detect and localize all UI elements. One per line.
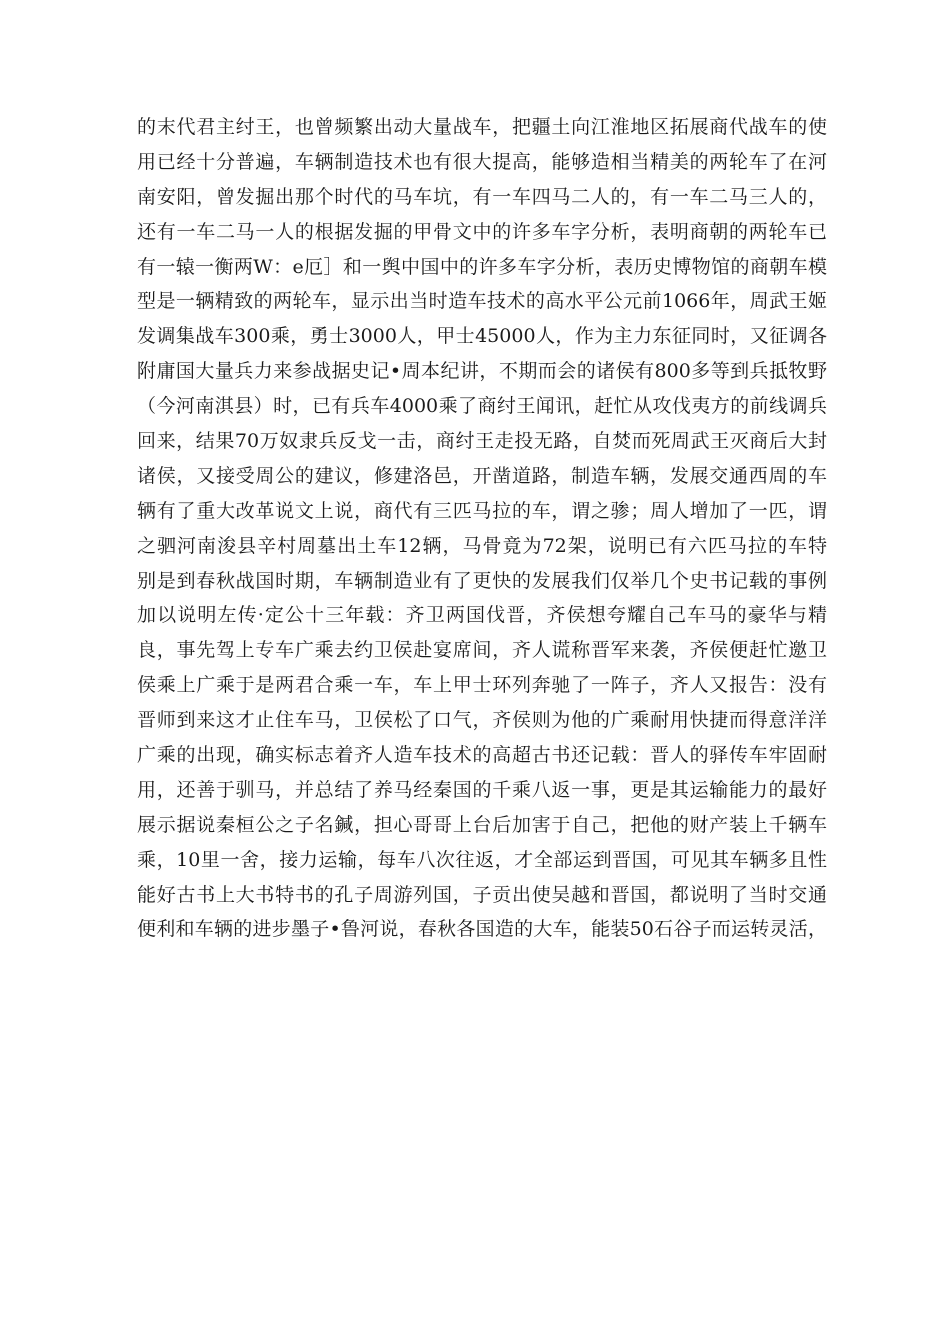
text-line: 还有一车二马一人的根据发掘的甲骨文中的许多车字分析，表明商朝的两轮车已 [137, 220, 827, 243]
text-line: 有一辕一衡两W：e厄］和一舆中国中的许多车字分析，表历史博物馆的商朝车模 [137, 255, 827, 278]
text-line: 的末代君主纣王，也曾频繁出动大量战车，把疆土向江淮地区拓展商代战车的使 [137, 116, 827, 138]
text-line: 附庸国大量兵力来参战据史记•周本纪讲，不期而会的诸侯有800多等到兵抵牧野 [137, 360, 827, 383]
text-line: 便利和车辆的进步墨子•鲁河说，春秋各国造的大车，能装50石谷子而运转灵活， [137, 918, 827, 941]
text-line: 侯乘上广乘于是两君合乘一车，车上甲士环列奔驰了一阵子，齐人又报告：没有 [137, 674, 827, 697]
text-line: 诸侯，又接受周公的建议，修建洛邑，开凿道路，制造车辆，发展交通西周的车 [137, 464, 827, 487]
text-line: 晋师到来这才止住车马，卫侯松了口气，齐侯则为他的广乘耐用快捷而得意洋洋 [137, 709, 827, 732]
text-line: 良，事先驾上专车广乘去约卫侯赴宴席间，齐人谎称晋军来袭，齐侯便赶忙邀卫 [137, 639, 827, 662]
text-line: 广乘的出现，确实标志着齐人造车技术的高超古书还记载：晋人的驿传车牢固耐 [137, 744, 827, 767]
text-line: 用，还善于驯马，并总结了养马经秦国的千乘八返一事，更是其运输能力的最好 [137, 778, 827, 801]
text-line: 别是到春秋战国时期，车辆制造业有了更快的发展我们仅举几个史书记载的事例 [137, 569, 827, 592]
text-line: 回来，结果70万奴隶兵反戈一击，商纣王走投无路，自焚而死周武王灭商后大封 [137, 430, 827, 453]
text-line: 发调集战车300乘，勇士3000人，甲士45000人，作为主力东征同时，又征调各 [137, 325, 827, 348]
text-line: 辆有了重大改革说文上说，商代有三匹马拉的车，谓之骖；周人增加了一匹，谓 [137, 499, 827, 522]
text-line: 之驷河南浚县辛村周墓出土车12辆，马骨竟为72架，说明已有六匹马拉的车特 [137, 534, 827, 557]
text-line: 南安阳，曾发掘出那个时代的马车坑，有一车四马二人的，有一车二马三人的， [137, 185, 827, 208]
text-line: 型是一辆精致的两轮车，显示出当时造车技术的高水平公元前1066年，周武王姬 [137, 290, 827, 313]
text-line: 乘，10里一舍，接力运输，每车八次往返，才全部运到晋国，可见其车辆多且性 [137, 848, 827, 871]
body-text [137, 110, 827, 947]
text-line: 能好古书上大书特书的孔子周游列国，子贡出使吴越和晋国，都说明了当时交通 [137, 883, 827, 906]
text-line: 加以说明左传·定公十三年载：齐卫两国伐晋，齐侯想夸耀自己车马的豪华与精 [137, 604, 827, 627]
text-line: （今河南淇县）时，已有兵车4000乘了商纣王闻讯，赶忙从攻伐夷方的前线调兵 [137, 395, 827, 418]
text-line: 展示据说秦桓公之子名鍼，担心哥哥上台后加害于自己，把他的财产装上千辆车 [137, 813, 827, 836]
text-line: 用已经十分普遍，车辆制造技术也有很大提高，能够造相当精美的两轮车了在河 [137, 150, 827, 173]
